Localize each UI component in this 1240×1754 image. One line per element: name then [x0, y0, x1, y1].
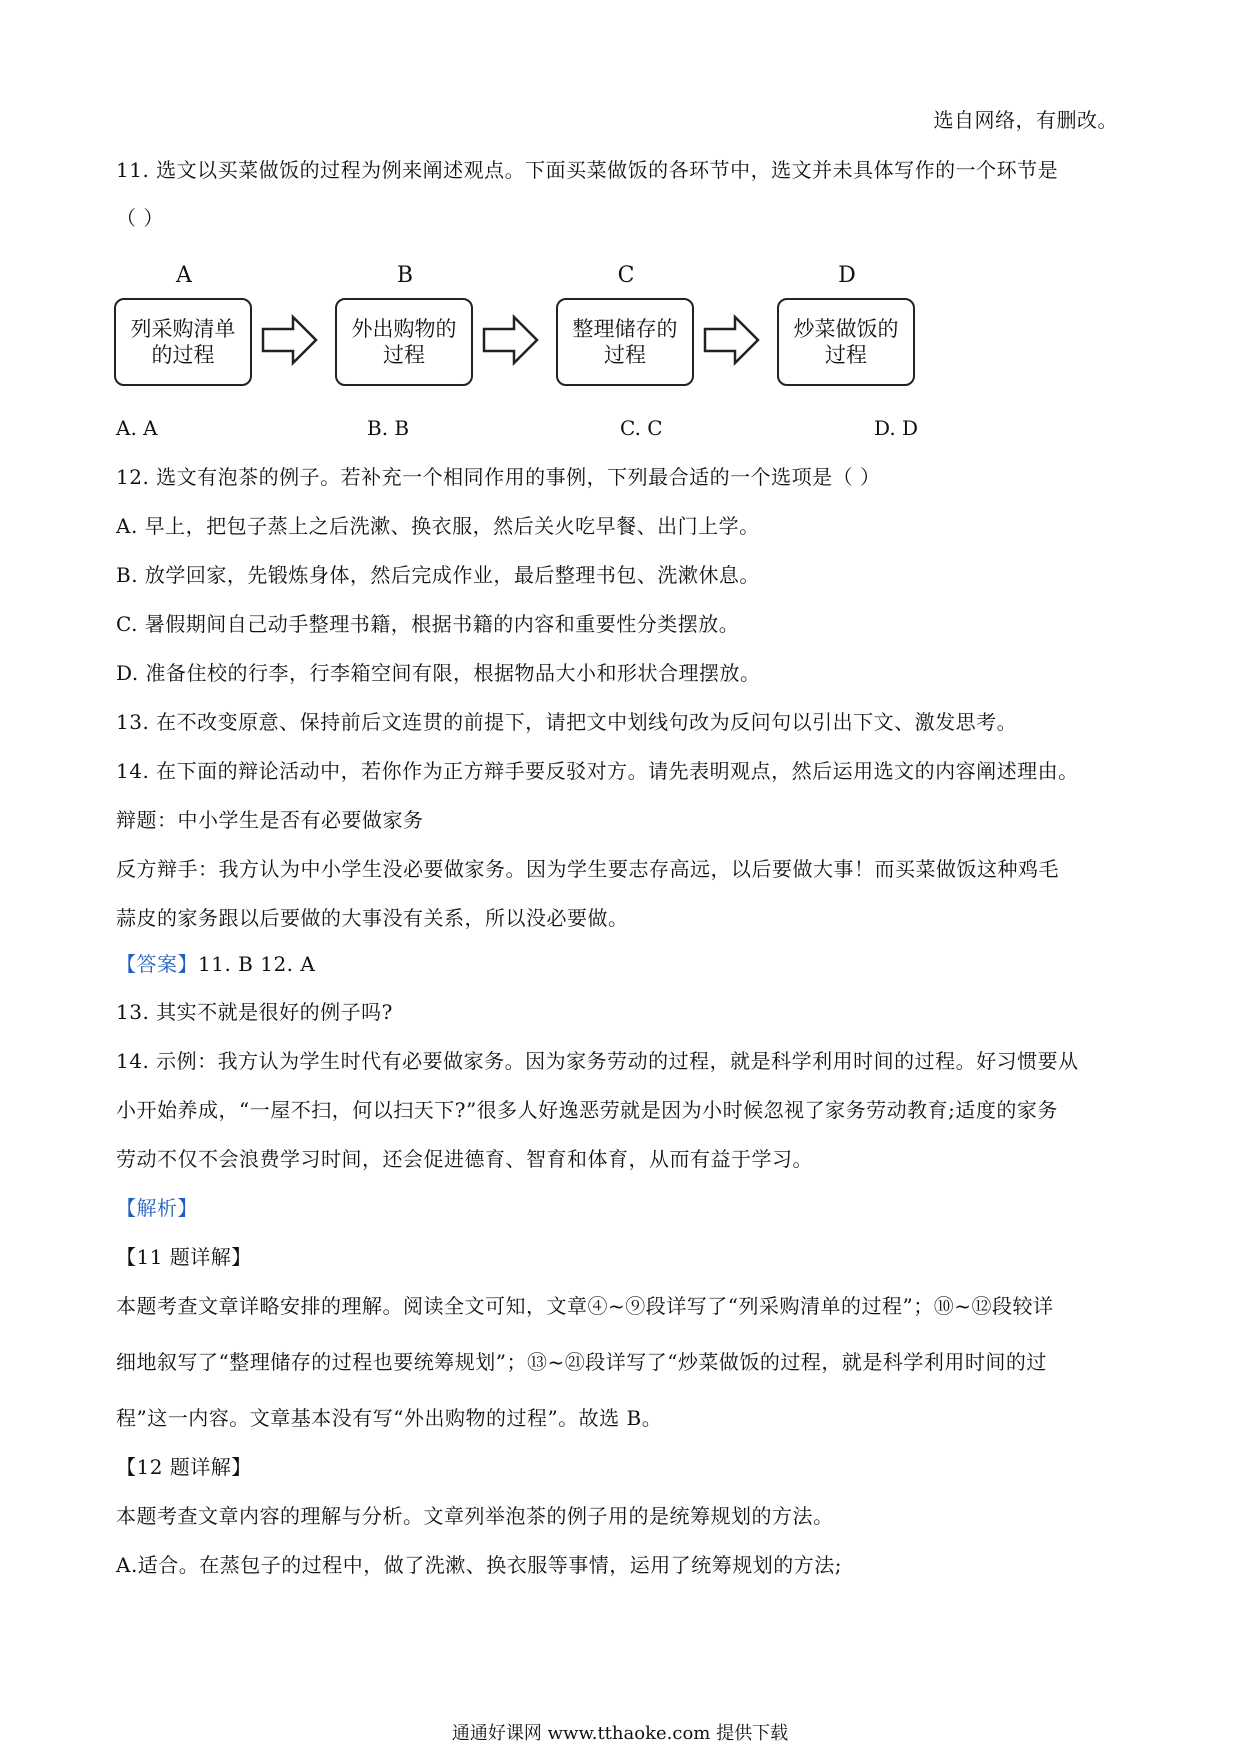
analysis-12-line-2: A.适合。在蒸包子的过程中，做了洗漱、换衣服等事情，运用了统筹规划的方法;: [116, 1553, 843, 1577]
answer-line: [116, 950, 315, 978]
step-c-box: [556, 298, 694, 386]
q11-option-b: B. B: [367, 416, 410, 440]
q14-opponent-line-1: 反方辩手：我方认为中小学生没必要做家务。因为学生要志存高远，以后要做大事！而买菜做饭这种鸡毛: [116, 857, 1059, 881]
analysis-tag: 【解析】: [116, 1196, 198, 1220]
step-b-text: 外出购物的过程: [351, 317, 457, 367]
q12-option-d: D. 准备住校的行李，行李箱空间有限，根据物品大小和形状合理摆放。: [116, 661, 761, 685]
q11-option-d: D. D: [874, 416, 919, 440]
q11-paren: （ ）: [116, 206, 164, 230]
right-arrow-icon: [261, 314, 319, 366]
analysis-11-line-2: 细地叙写了“整理储存的过程也要统筹规划”；⑬~㉑段详写了“炒菜做饭的过程，就是科学利用时间的过: [116, 1350, 1047, 1374]
answer-13: 13. 其实不就是很好的例子吗?: [116, 1000, 393, 1024]
q12-stem: 12. 选文有泡茶的例子。若补充一个相同作用的事例，下列最合适的一个选项是（ ）: [116, 465, 881, 489]
right-arrow-icon: [482, 314, 540, 366]
q14-opponent-line-2: 蒜皮的家务跟以后要做的大事没有关系，所以没必要做。: [116, 906, 629, 930]
step-d-text: 炒菜做饭的过程: [793, 317, 899, 367]
analysis-11-line-1: 本题考查文章详略安排的理解。阅读全文可知，文章④~⑨段详写了“列采购清单的过程”；⑩~⑫段较详: [116, 1294, 1054, 1318]
answer-14-line-2: 小开始养成，“一屋不扫，何以扫天下?”很多人好逸恶劳就是因为小时候忽视了家务劳动教育;适度的家务: [116, 1098, 1058, 1122]
step-d-box: [777, 298, 915, 386]
step-c-letter: C: [617, 263, 635, 288]
q13-stem: 13. 在不改变原意、保持前后文连贯的前提下，请把文中划线句改为反问句以引出下文、激发思考。: [116, 710, 1018, 734]
footer-source: 通通好课网 www.tthaoke.com 提供下载: [451, 1723, 789, 1744]
step-c-text: 整理储存的过程: [572, 317, 678, 367]
q11-option-a: A. A: [116, 416, 158, 440]
analysis-12-heading: 【12 题详解】: [116, 1455, 252, 1479]
q11-option-c: C. C: [620, 416, 663, 440]
analysis-12-line-1: 本题考查文章内容的理解与分析。文章列举泡茶的例子用的是统筹规划的方法。: [116, 1504, 834, 1528]
step-b-letter: B: [396, 263, 414, 288]
step-d-letter: D: [838, 263, 856, 288]
q12-option-c: C. 暑假期间自己动手整理书籍，根据书籍的内容和重要性分类摆放。: [116, 612, 740, 636]
source-note: 选自网络，有删改。: [933, 108, 1118, 132]
q12-option-b: B. 放学回家，先锻炼身体，然后完成作业，最后整理书包、洗漱休息。: [116, 563, 760, 587]
answer-14-line-3: 劳动不仅不会浪费学习时间，还会促进德育、智育和体育，从而有益于学习。: [116, 1147, 813, 1171]
q14-topic: 辩题：中小学生是否有必要做家务: [116, 808, 424, 832]
step-b-box: [335, 298, 473, 386]
analysis-11-line-3: 程”这一内容。文章基本没有写“外出购物的过程”。故选 B。: [116, 1406, 663, 1430]
right-arrow-icon: [703, 314, 761, 366]
answer-14-line-1: 14. 示例：我方认为学生时代有必要做家务。因为家务劳动的过程，就是科学利用时间的过程。好习惯要从: [116, 1049, 1079, 1073]
answer-11-12: 11. B 12. A: [198, 952, 316, 976]
step-a-box: [114, 298, 252, 386]
q12-option-a: A. 早上，把包子蒸上之后洗漱、换衣服，然后关火吃早餐、出门上学。: [116, 514, 760, 538]
q14-stem: 14. 在下面的辩论活动中，若你作为正方辩手要反驳对方。请先表明观点，然后运用选文的内容阐述理由。: [116, 759, 1079, 783]
step-a-text: 列采购清单的过程: [130, 317, 236, 367]
step-a-letter: A: [176, 263, 192, 288]
q11-stem: 11. 选文以买菜做饭的过程为例来阐述观点。下面买菜做饭的各环节中，选文并未具体写作的一个环节是: [116, 158, 1059, 182]
analysis-11-heading: 【11 题详解】: [116, 1245, 252, 1269]
answer-tag: 【答案】: [116, 952, 198, 976]
